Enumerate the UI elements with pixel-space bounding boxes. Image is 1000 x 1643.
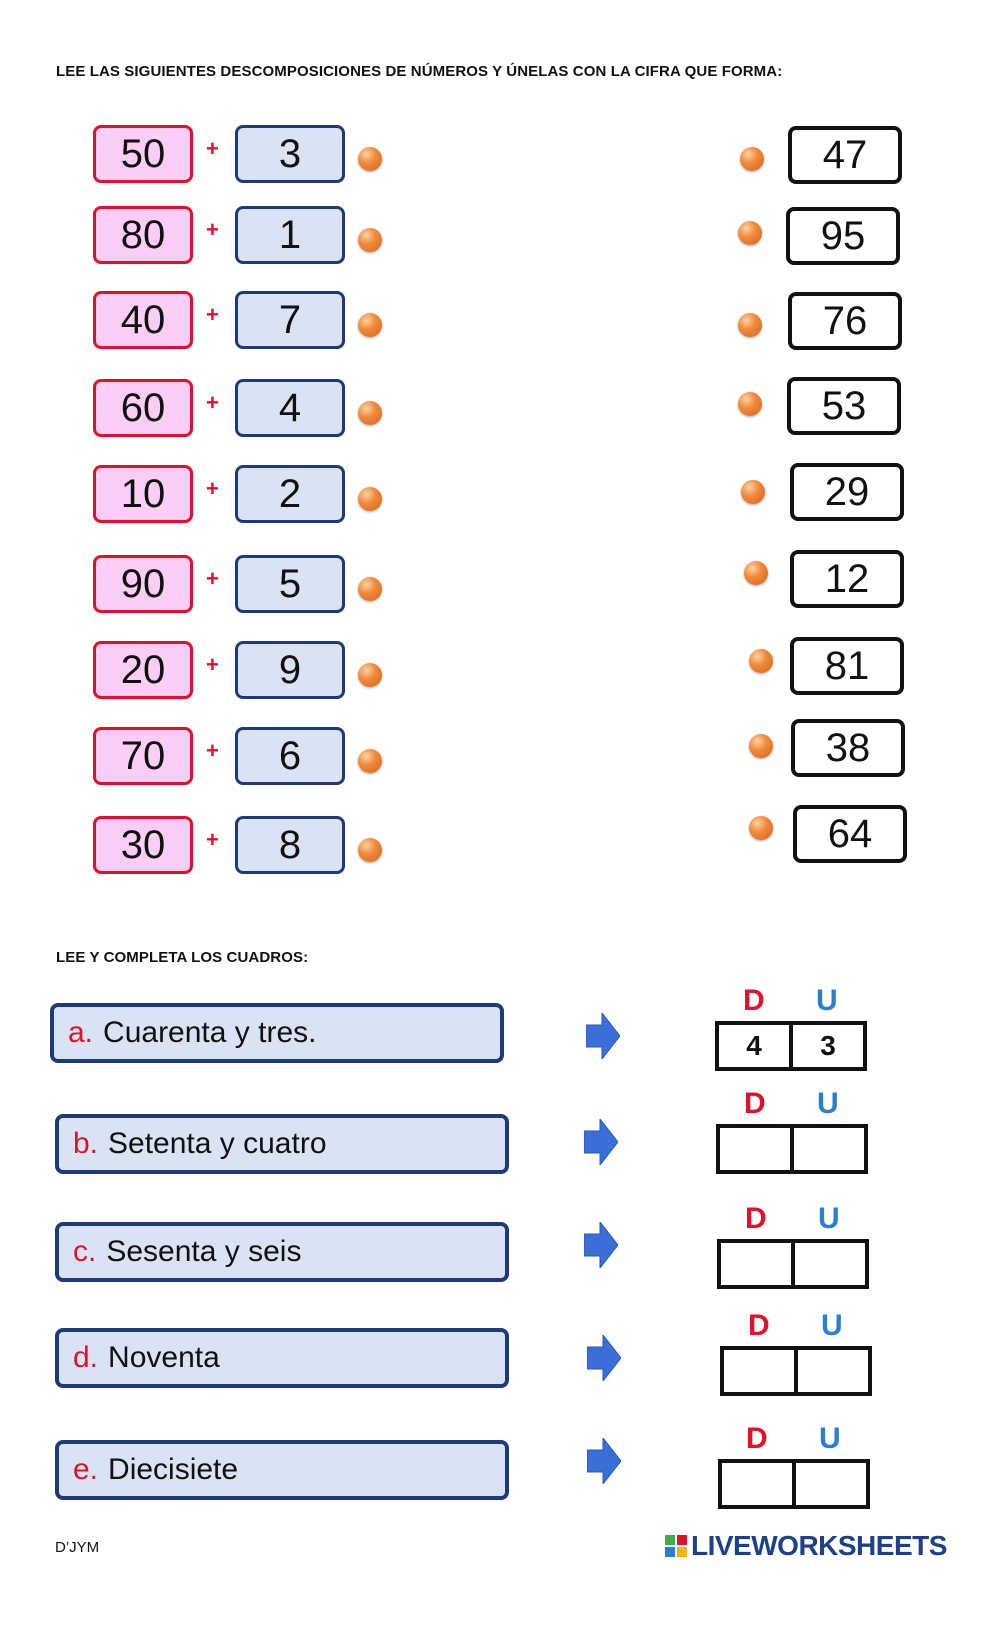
match-dot-right[interactable] xyxy=(738,221,762,245)
tens-label: D xyxy=(745,1202,767,1235)
phrase-box xyxy=(55,1222,509,1282)
du-answer-box xyxy=(716,1124,868,1174)
result-box: 29 xyxy=(790,463,904,521)
match-dot-left[interactable] xyxy=(358,147,382,171)
plus-sign: + xyxy=(206,302,219,327)
tens-box: 90 xyxy=(93,555,193,613)
units-label: U xyxy=(818,1202,840,1235)
units-cell[interactable] xyxy=(794,1350,868,1392)
units-label: U xyxy=(819,1422,841,1455)
units-cell[interactable] xyxy=(790,1128,864,1170)
tens-box: 40 xyxy=(93,291,193,349)
match-dot-left[interactable] xyxy=(358,838,382,862)
plus-sign: + xyxy=(206,217,219,242)
units-label: U xyxy=(817,1087,839,1120)
match-dot-right[interactable] xyxy=(738,313,762,337)
match-dot-right[interactable] xyxy=(740,147,764,171)
tens-box: 70 xyxy=(93,727,193,785)
match-dot-right[interactable] xyxy=(741,480,765,504)
units-cell[interactable] xyxy=(792,1463,866,1505)
liveworksheets-logo xyxy=(665,1530,947,1562)
section-1-heading: LEE LAS SIGUIENTES DESCOMPOSICIONES DE NÚMEROS Y ÚNELAS CON LA CIFRA QUE FORMA: xyxy=(56,63,783,80)
tens-box: 20 xyxy=(93,641,193,699)
result-box: 76 xyxy=(788,292,902,350)
logo-blocks-icon xyxy=(665,1535,687,1557)
units-box: 4 xyxy=(235,379,345,437)
units-label: U xyxy=(816,984,838,1017)
result-box: 64 xyxy=(793,805,907,863)
tens-cell[interactable] xyxy=(722,1463,792,1505)
units-cell[interactable] xyxy=(791,1243,865,1285)
item-text: Cuarenta y tres. xyxy=(103,1016,317,1049)
plus-sign: + xyxy=(206,738,219,763)
units-box: 9 xyxy=(235,641,345,699)
tens-box: 80 xyxy=(93,206,193,264)
plus-sign: + xyxy=(206,827,219,852)
match-dot-right[interactable] xyxy=(744,561,768,585)
match-dot-left[interactable] xyxy=(358,313,382,337)
item-letter: c. xyxy=(73,1235,97,1268)
result-box: 95 xyxy=(786,207,900,265)
tens-box: 60 xyxy=(93,379,193,437)
item-text: Noventa xyxy=(108,1341,220,1374)
match-dot-left[interactable] xyxy=(358,228,382,252)
tens-cell[interactable]: 4 xyxy=(746,1030,762,1061)
match-dot-left[interactable] xyxy=(358,577,382,601)
units-box: 7 xyxy=(235,291,345,349)
units-box: 1 xyxy=(235,206,345,264)
result-box: 47 xyxy=(788,126,902,184)
plus-sign: + xyxy=(206,652,219,677)
match-dot-left[interactable] xyxy=(358,749,382,773)
units-box: 5 xyxy=(235,555,345,613)
tens-cell[interactable] xyxy=(721,1243,791,1285)
tens-label: D xyxy=(744,1087,766,1120)
tens-box: 30 xyxy=(93,816,193,874)
arrow-right-icon xyxy=(584,1119,618,1165)
match-dot-right[interactable] xyxy=(738,392,762,416)
tens-label: D xyxy=(748,1309,770,1342)
tens-label: D xyxy=(746,1422,768,1455)
units-box: 3 xyxy=(235,125,345,183)
plus-sign: + xyxy=(206,566,219,591)
match-dot-right[interactable] xyxy=(749,649,773,673)
result-box: 81 xyxy=(790,637,904,695)
tens-label: D xyxy=(743,984,765,1017)
units-cell[interactable]: 3 xyxy=(789,1025,863,1067)
du-answer-box xyxy=(718,1459,870,1509)
match-dot-left[interactable] xyxy=(358,663,382,687)
arrow-right-icon xyxy=(587,1438,621,1484)
units-label: U xyxy=(821,1309,843,1342)
arrow-right-icon xyxy=(584,1222,618,1268)
item-text: Diecisiete xyxy=(108,1453,239,1486)
item-letter: b. xyxy=(73,1127,99,1160)
phrase-box xyxy=(50,1003,504,1063)
arrow-right-icon xyxy=(587,1335,621,1381)
du-answer-box xyxy=(715,1021,867,1071)
result-box: 12 xyxy=(790,550,904,608)
tens-cell[interactable] xyxy=(720,1128,790,1170)
plus-sign: + xyxy=(206,390,219,415)
author-credit: D’JYM xyxy=(55,1539,100,1556)
brand-name: LIVEWORKSHEETS xyxy=(691,1530,947,1561)
phrase-box xyxy=(55,1440,509,1500)
match-dot-right[interactable] xyxy=(749,816,773,840)
match-dot-left[interactable] xyxy=(358,487,382,511)
tens-cell[interactable] xyxy=(724,1350,794,1392)
units-box: 8 xyxy=(235,816,345,874)
tens-box: 50 xyxy=(93,125,193,183)
item-letter: a. xyxy=(68,1016,94,1049)
match-dot-right[interactable] xyxy=(749,734,773,758)
units-box: 2 xyxy=(235,465,345,523)
du-answer-box xyxy=(720,1346,872,1396)
arrow-right-icon xyxy=(586,1013,620,1059)
match-dot-left[interactable] xyxy=(358,401,382,425)
item-letter: d. xyxy=(73,1341,99,1374)
phrase-box xyxy=(55,1114,509,1174)
item-text: Setenta y cuatro xyxy=(108,1127,327,1160)
phrase-box xyxy=(55,1328,509,1388)
item-text: Sesenta y seis xyxy=(106,1235,302,1268)
section-2-heading: LEE Y COMPLETA LOS CUADROS: xyxy=(56,949,309,966)
plus-sign: + xyxy=(206,476,219,501)
plus-sign: + xyxy=(206,136,219,161)
result-box: 38 xyxy=(791,719,905,777)
du-answer-box xyxy=(717,1239,869,1289)
item-letter: e. xyxy=(73,1453,99,1486)
tens-box: 10 xyxy=(93,465,193,523)
result-box: 53 xyxy=(787,377,901,435)
units-box: 6 xyxy=(235,727,345,785)
